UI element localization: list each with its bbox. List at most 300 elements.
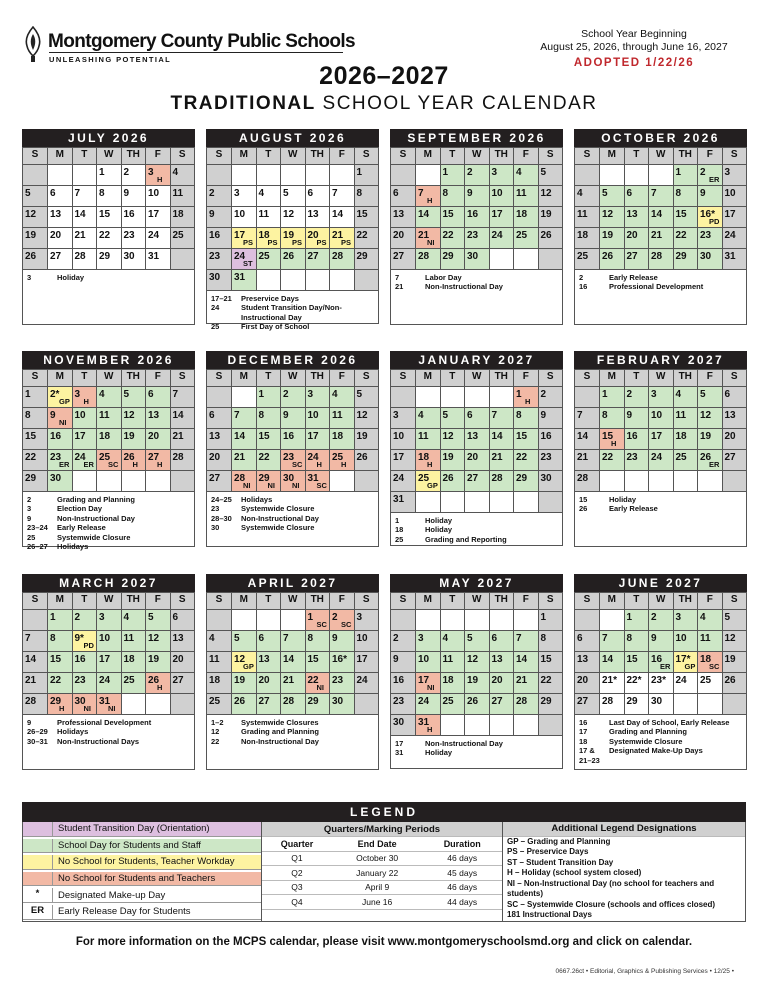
day-number: 23	[467, 229, 479, 241]
day-number: 17	[651, 430, 663, 442]
day-number: 19	[356, 430, 368, 442]
day-cell	[281, 449, 306, 470]
day-cell	[440, 227, 465, 248]
day-number: 5	[25, 187, 31, 199]
note-date: 30	[211, 523, 220, 532]
note-text: Holiday	[609, 494, 637, 504]
day-cell	[72, 386, 97, 407]
day-code: PS	[267, 237, 278, 247]
note-date: 23–24	[27, 523, 48, 532]
day-cell	[649, 428, 674, 449]
note-text: Professional Development	[609, 282, 704, 291]
note-text: Systemwide Closure	[609, 736, 683, 746]
day-cell	[673, 386, 698, 407]
day-cell	[649, 227, 674, 248]
day-number: 30	[700, 250, 712, 262]
day-cell	[305, 185, 330, 206]
weekday-header: S	[722, 148, 747, 164]
weekday-header: TH	[305, 148, 330, 164]
day-cell	[305, 227, 330, 248]
day-cell	[575, 693, 600, 714]
legend-label: Student Transition Day (Orientation)	[53, 822, 261, 836]
weekday-header: M	[600, 593, 625, 609]
day-cell	[673, 206, 698, 227]
day-number: 6	[577, 632, 583, 644]
day-number: 17	[418, 674, 430, 686]
day-cell	[256, 185, 281, 206]
day-number: 15	[626, 653, 638, 665]
day-cell	[440, 248, 465, 269]
day-cell	[146, 248, 171, 269]
note-row	[27, 533, 190, 543]
day-cell	[121, 407, 146, 428]
day-cell	[72, 693, 97, 714]
empty-cell	[514, 609, 539, 630]
day-number: 20	[724, 430, 736, 442]
day-number: 11	[675, 409, 687, 421]
day-cell	[256, 227, 281, 248]
day-number: 1	[540, 611, 547, 623]
day-cell	[256, 407, 281, 428]
empty-cell	[514, 491, 539, 512]
day-cell	[514, 428, 539, 449]
note-row	[27, 737, 190, 747]
day-number: 18	[516, 208, 528, 220]
day-number: 23	[74, 674, 86, 686]
note-date: 7	[395, 272, 400, 282]
note-date: 17–21	[211, 293, 232, 303]
day-cell	[354, 651, 379, 672]
month-4	[22, 351, 195, 551]
day-cell	[281, 185, 306, 206]
weekday-header: S	[722, 370, 747, 386]
day-number: 4	[332, 388, 338, 400]
day-cell	[256, 386, 281, 407]
note-date: 16	[579, 717, 588, 727]
day-number: 27	[258, 695, 270, 707]
weekday-header: W	[649, 370, 674, 386]
day-cell	[489, 630, 514, 651]
day-cell	[391, 185, 416, 206]
day-number: 10	[99, 632, 111, 644]
day-number: 24	[234, 250, 246, 262]
day-cell	[281, 386, 306, 407]
day-cell	[489, 185, 514, 206]
day-cell	[575, 248, 600, 269]
day-cell	[170, 651, 195, 672]
day-cell	[281, 470, 306, 491]
day-number: 12	[467, 653, 479, 665]
day-cell	[72, 609, 97, 630]
note-date: 17	[395, 738, 404, 748]
note-row	[579, 282, 742, 292]
day-number: 9	[467, 187, 473, 199]
day-number: 14	[651, 208, 663, 220]
day-cell	[23, 407, 48, 428]
note-date: 26–27	[27, 542, 48, 551]
quarters-col-header: Quarter	[262, 837, 332, 852]
month-10	[390, 574, 563, 769]
weekday-header: S	[391, 370, 416, 386]
legend-item	[23, 822, 261, 837]
day-cell	[465, 672, 490, 693]
weekday-header: T	[72, 370, 97, 386]
day-cell	[354, 407, 379, 428]
day-cell	[465, 651, 490, 672]
day-code: NI	[83, 703, 91, 713]
day-number: 9	[50, 409, 56, 421]
day-number: 11	[258, 208, 270, 220]
legend-item	[23, 839, 261, 854]
empty-cell	[440, 714, 465, 735]
day-number: 8	[442, 187, 449, 199]
day-cell	[465, 407, 490, 428]
day-cell	[207, 428, 232, 449]
weekday-header: F	[514, 370, 539, 386]
weekday-header: S	[170, 370, 195, 386]
day-code: NI	[267, 480, 275, 490]
day-cell	[624, 672, 649, 693]
title-bold: TRADITIONAL	[170, 93, 316, 114]
weekday-header: T	[624, 148, 649, 164]
day-number: 31	[724, 250, 736, 262]
month-7	[574, 351, 747, 547]
legend-item	[23, 872, 261, 887]
day-cell	[146, 651, 171, 672]
day-number: 10	[491, 187, 503, 199]
day-number: 30	[540, 472, 552, 484]
weekday-header: M	[48, 593, 73, 609]
day-code: H	[427, 195, 433, 205]
empty-cell	[146, 693, 171, 714]
empty-cell	[489, 714, 514, 735]
day-cell	[281, 651, 306, 672]
day-cell	[673, 672, 698, 693]
day-number: 14	[602, 653, 614, 665]
day-cell	[440, 449, 465, 470]
day-number: 6	[258, 632, 265, 644]
day-cell	[416, 206, 441, 227]
day-number: 25	[675, 451, 687, 463]
weekday-header: W	[97, 593, 122, 609]
day-number: 24	[724, 229, 736, 241]
day-cell	[170, 386, 195, 407]
day-number: 31	[307, 472, 319, 484]
day-cell	[146, 185, 171, 206]
empty-cell	[698, 470, 723, 491]
day-cell	[256, 206, 281, 227]
note-text: Labor Day	[425, 272, 462, 282]
day-cell	[354, 672, 379, 693]
empty-cell	[575, 164, 600, 185]
quarter-cell: 46 days	[422, 880, 502, 895]
day-number: 13	[172, 632, 184, 644]
note-date: 1–2	[211, 717, 224, 727]
day-code: PD	[83, 640, 94, 650]
day-number: 24	[99, 674, 111, 686]
day-number: 24	[491, 229, 503, 241]
empty-cell	[305, 164, 330, 185]
day-number: 8	[540, 632, 547, 644]
day-number: 28	[651, 250, 663, 262]
day-cell	[305, 206, 330, 227]
day-cell	[305, 449, 330, 470]
day-number: 29	[626, 695, 638, 707]
day-cell	[600, 428, 625, 449]
day-number: 7	[234, 409, 240, 421]
day-cell	[72, 672, 97, 693]
day-code: PS	[292, 237, 303, 247]
weekday-header: S	[575, 370, 600, 386]
weekday-header: F	[330, 593, 355, 609]
day-number: 12	[700, 409, 712, 421]
note-row	[27, 273, 190, 283]
day-number: 18	[123, 653, 135, 665]
quarter-cell: October 30	[332, 851, 422, 866]
day-number: 20	[307, 229, 319, 241]
weekday-header: S	[23, 593, 48, 609]
note-row	[395, 748, 558, 758]
day-number: 15	[258, 430, 270, 442]
day-cell	[698, 164, 723, 185]
day-number: 20	[491, 674, 503, 686]
day-number: 21*	[602, 674, 618, 686]
day-cell	[48, 630, 73, 651]
day-cell	[722, 386, 747, 407]
day-code: SC	[108, 459, 119, 469]
day-cell	[649, 449, 674, 470]
day-number: 20	[626, 229, 638, 241]
weekday-header: W	[97, 148, 122, 164]
month-title: DECEMBER 2026	[206, 351, 379, 369]
note-date: 3	[27, 272, 32, 282]
day-number: 29	[675, 250, 687, 262]
day-cell	[146, 630, 171, 651]
day-number: 14	[283, 653, 295, 665]
weekday-header: T	[256, 593, 281, 609]
day-cell	[698, 630, 723, 651]
day-cell	[23, 248, 48, 269]
day-number: 10	[724, 187, 736, 199]
day-number: 8	[307, 632, 314, 644]
day-cell	[72, 407, 97, 428]
weekday-header: W	[465, 593, 490, 609]
empty-cell	[489, 609, 514, 630]
note-text: Non-Instructional Day	[425, 738, 503, 748]
day-cell	[330, 185, 355, 206]
day-code: SC	[709, 661, 720, 671]
day-number: 17	[491, 208, 503, 220]
adopted-date: ADOPTED 1/22/26	[573, 57, 695, 69]
empty-cell	[416, 609, 441, 630]
month-notes	[206, 492, 379, 547]
day-number: 9	[540, 409, 547, 421]
day-number: 16	[123, 208, 135, 220]
day-number: 21	[172, 430, 184, 442]
day-number: 22	[540, 674, 552, 686]
day-cell	[538, 630, 563, 651]
month-1	[206, 129, 379, 331]
note-text: Non-Instructional Day	[57, 513, 135, 523]
day-number: 26	[356, 451, 368, 463]
weekday-header: TH	[489, 370, 514, 386]
note-text: Holiday	[425, 525, 453, 534]
day-code: PS	[316, 237, 327, 247]
day-cell	[207, 248, 232, 269]
day-cell	[416, 428, 441, 449]
day-number: 28	[25, 695, 37, 707]
day-number: 28	[74, 250, 86, 262]
day-number: 5	[602, 187, 608, 199]
day-number: 8	[516, 409, 522, 421]
day-code: GP	[427, 480, 438, 490]
day-number: 25	[209, 695, 221, 707]
empty-cell	[256, 164, 281, 185]
day-cell	[23, 428, 48, 449]
day-number: 3	[356, 611, 363, 623]
day-cell	[514, 227, 539, 248]
weekday-header: M	[600, 370, 625, 386]
day-number: 4	[99, 388, 105, 400]
legend-label: No School for Students and Teachers	[53, 872, 261, 886]
note-text: Grading and Planning	[57, 494, 135, 504]
day-number: 26	[25, 250, 37, 262]
day-number: 15	[442, 208, 454, 220]
day-cell	[489, 693, 514, 714]
day-number: 7	[491, 409, 498, 421]
day-cell	[391, 630, 416, 651]
day-number: 25	[99, 451, 111, 463]
day-number: 1	[675, 166, 682, 178]
weekday-header: S	[23, 370, 48, 386]
day-cell	[698, 449, 723, 470]
day-number: 5	[467, 632, 473, 644]
note-text: Grading and Reporting	[425, 534, 507, 544]
day-number: 13	[393, 208, 405, 220]
day-number: 9	[393, 653, 399, 665]
day-cell	[624, 609, 649, 630]
month-grid	[574, 369, 747, 492]
day-cell	[673, 609, 698, 630]
day-number: 3	[651, 388, 657, 400]
empty-cell	[600, 470, 625, 491]
quarter-cell: Q2	[262, 866, 332, 881]
day-number: 12	[148, 632, 160, 644]
month-grid	[390, 592, 563, 736]
month-grid	[574, 592, 747, 715]
empty-cell	[440, 609, 465, 630]
day-cell	[256, 449, 281, 470]
day-cell	[440, 185, 465, 206]
day-cell	[575, 206, 600, 227]
day-cell	[538, 164, 563, 185]
note-date: 26–29	[27, 727, 48, 736]
weekday-header: W	[649, 593, 674, 609]
day-number: 9	[332, 632, 338, 644]
day-cell	[305, 248, 330, 269]
note-row	[211, 727, 374, 737]
day-number: 22	[50, 674, 62, 686]
day-number: 5	[356, 388, 363, 400]
day-number: 10	[675, 632, 687, 644]
day-cell	[538, 693, 563, 714]
day-number: 23*	[651, 674, 667, 686]
day-number: 15	[356, 208, 368, 220]
month-grid	[390, 147, 563, 270]
day-cell	[600, 386, 625, 407]
note-text: Systemwide Closures	[241, 717, 319, 727]
day-number: 19	[442, 451, 454, 463]
day-cell	[121, 248, 146, 269]
day-cell	[354, 609, 379, 630]
day-number: 11	[700, 632, 711, 644]
weekday-header: M	[48, 148, 73, 164]
month-notes	[574, 715, 747, 770]
day-cell	[673, 248, 698, 269]
weekday-header: S	[23, 148, 48, 164]
note-text: Preservice Days	[241, 293, 299, 303]
day-number: 16	[467, 208, 479, 220]
day-number: 10	[418, 653, 430, 665]
day-number: 7	[172, 388, 179, 400]
day-cell	[97, 164, 122, 185]
empty-cell	[72, 470, 97, 491]
day-cell	[538, 470, 563, 491]
day-cell	[624, 227, 649, 248]
empty-cell	[146, 470, 171, 491]
day-cell	[354, 185, 379, 206]
weekday-header: T	[440, 593, 465, 609]
day-number: 21	[332, 229, 344, 241]
day-cell	[624, 630, 649, 651]
day-cell	[305, 407, 330, 428]
legend-swatch: *	[23, 888, 53, 902]
day-number: 16	[651, 653, 663, 665]
day-number: 13	[50, 208, 62, 220]
day-cell	[97, 428, 122, 449]
day-cell	[146, 672, 171, 693]
weekday-header: S	[538, 370, 563, 386]
day-cell	[207, 651, 232, 672]
day-cell	[649, 407, 674, 428]
day-cell	[170, 428, 195, 449]
day-number: 30	[283, 472, 295, 484]
day-cell	[575, 630, 600, 651]
day-cell	[673, 651, 698, 672]
day-number: 7	[602, 632, 608, 644]
day-number: 12	[540, 187, 552, 199]
day-cell	[97, 185, 122, 206]
day-cell	[416, 407, 441, 428]
day-number: 21	[283, 674, 295, 686]
day-cell	[649, 386, 674, 407]
day-number: 5	[148, 611, 154, 623]
day-cell	[232, 185, 257, 206]
day-cell	[97, 672, 122, 693]
weekday-header: TH	[121, 370, 146, 386]
weekday-header: F	[514, 593, 539, 609]
day-number: 12	[25, 208, 37, 220]
day-number: 26	[442, 472, 454, 484]
day-cell	[649, 609, 674, 630]
note-date: 18	[395, 525, 404, 534]
day-number: 13	[148, 409, 160, 421]
empty-cell	[281, 609, 306, 630]
weekday-header: W	[97, 370, 122, 386]
day-number: 22	[258, 451, 270, 463]
day-number: 24	[74, 451, 86, 463]
quarters-col-header: Duration	[422, 837, 502, 852]
